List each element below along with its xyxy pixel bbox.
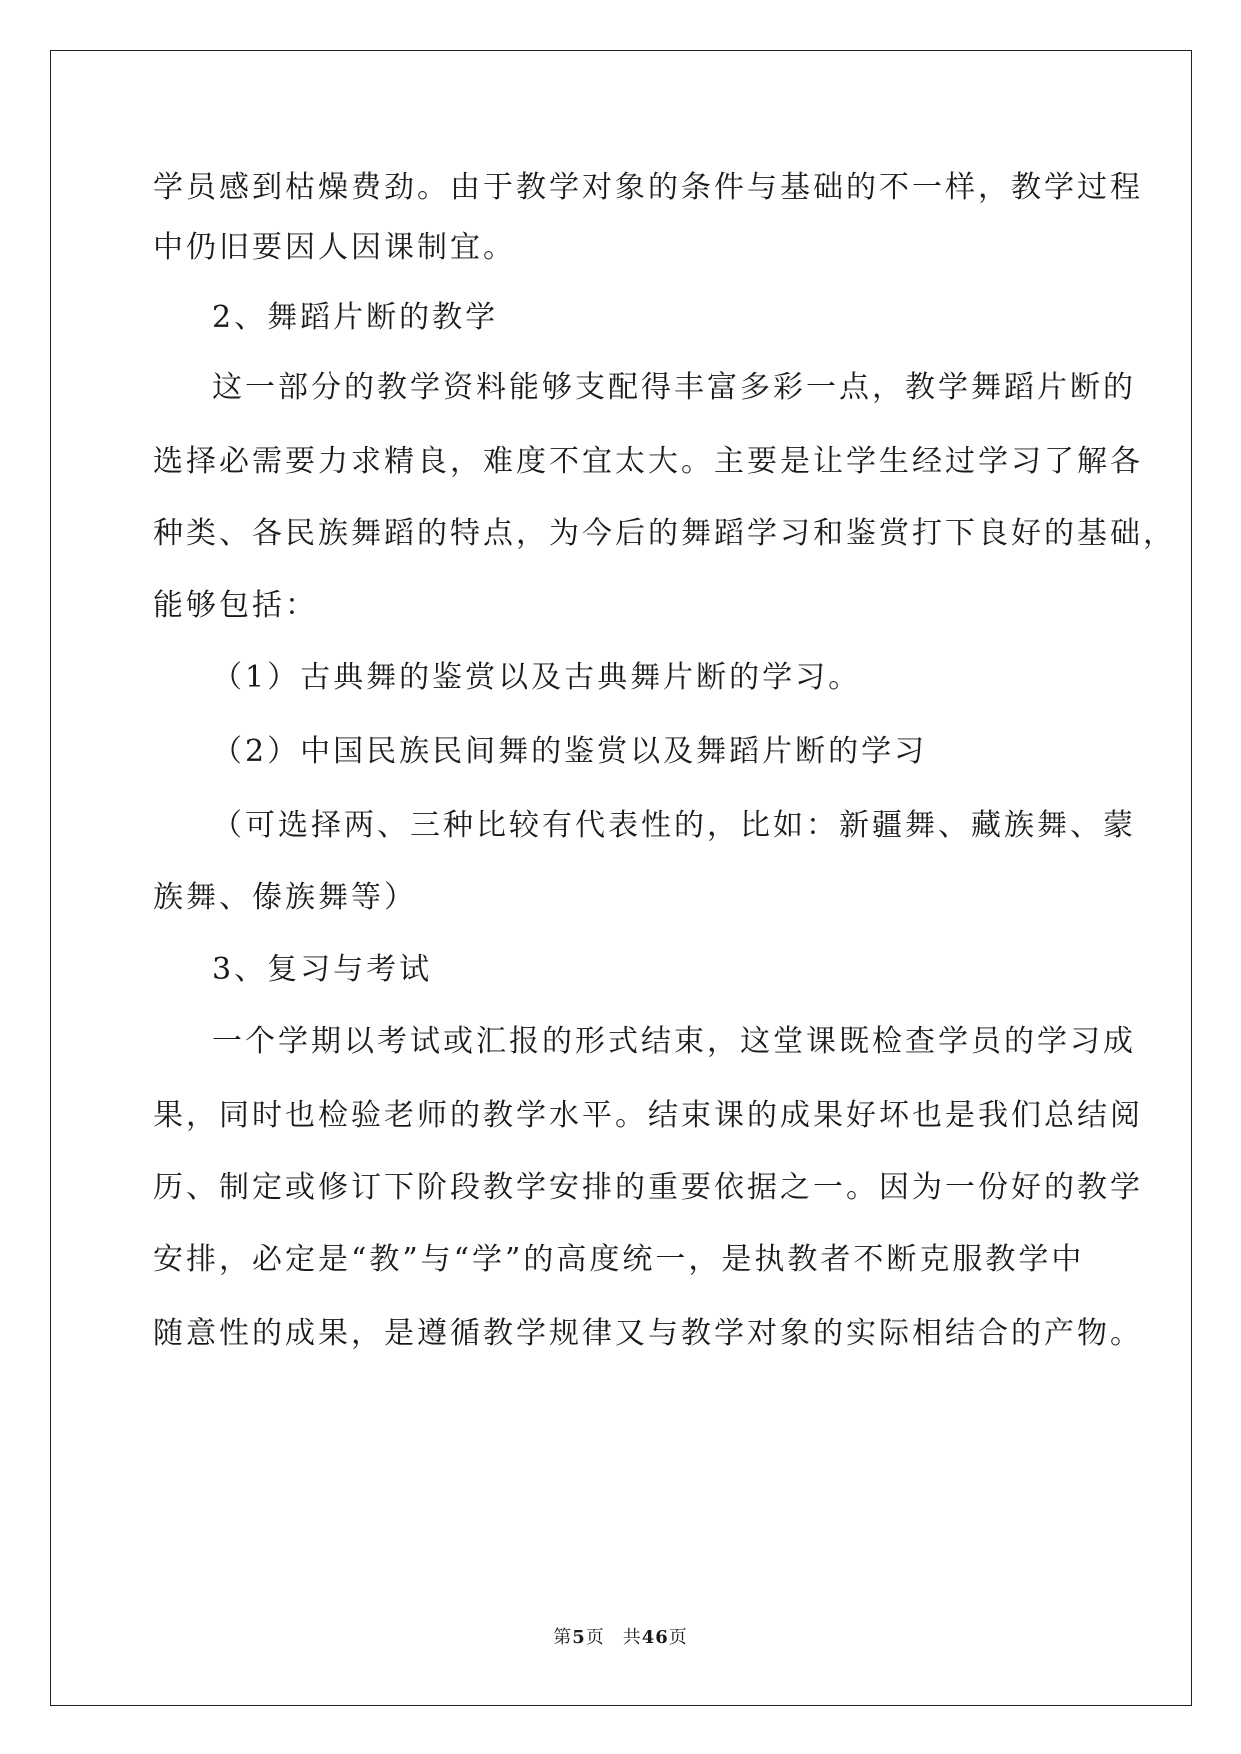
total-suffix: 页 <box>668 1627 688 1648</box>
section-heading: 3、复习与考试 <box>212 952 433 987</box>
text-line: 一个学期以考试或汇报的形式结束，这堂课既检查学员的学习成 <box>212 1024 1136 1059</box>
list-item: （1）古典舞的鉴赏以及古典舞片断的学习。 <box>212 660 862 695</box>
text-line: 种类、各民族舞蹈的特点，为今后的舞蹈学习和鉴赏打下良好的基础， <box>153 516 1176 551</box>
text-line: 选择必需要力求精良，难度不宜太大。主要是让学生经过学习了解各 <box>153 444 1143 479</box>
text-line: 族舞、傣族舞等） <box>153 880 417 915</box>
text-line: 安排，必定是“教”与“学”的高度统一，是执教者不断克服教学中 <box>153 1242 1085 1277</box>
text-line: 学员感到枯燥费劲。由于教学对象的条件与基础的不一样，教学过程 <box>153 170 1143 205</box>
page-footer <box>0 1626 1241 1650</box>
total-pages: 46 <box>641 1627 669 1648</box>
total-prefix: 共 <box>622 1627 642 1648</box>
text-line: 果，同时也检验老师的教学水平。结束课的成果好坏也是我们总结阅 <box>153 1098 1143 1133</box>
page-prefix: 第 <box>553 1627 573 1648</box>
text-line: 随意性的成果，是遵循教学规律又与教学对象的实际相结合的产物。 <box>153 1316 1143 1351</box>
list-item: （2）中国民族民间舞的鉴赏以及舞蹈片断的学习 <box>212 734 928 769</box>
page-number: 5 <box>572 1627 586 1648</box>
text-line: 中仍旧要因人因课制宜。 <box>153 230 516 265</box>
section-heading: 2、舞蹈片断的教学 <box>212 300 499 335</box>
text-line: （可选择两、三种比较有代表性的，比如：新疆舞、藏族舞、蒙 <box>212 808 1136 843</box>
text-line: 能够包括： <box>153 588 318 623</box>
text-line: 历、制定或修订下阶段教学安排的重要依据之一。因为一份好的教学 <box>153 1170 1143 1205</box>
page-suffix: 页 <box>585 1627 605 1648</box>
text-line: 这一部分的教学资料能够支配得丰富多彩一点，教学舞蹈片断的 <box>212 370 1136 405</box>
